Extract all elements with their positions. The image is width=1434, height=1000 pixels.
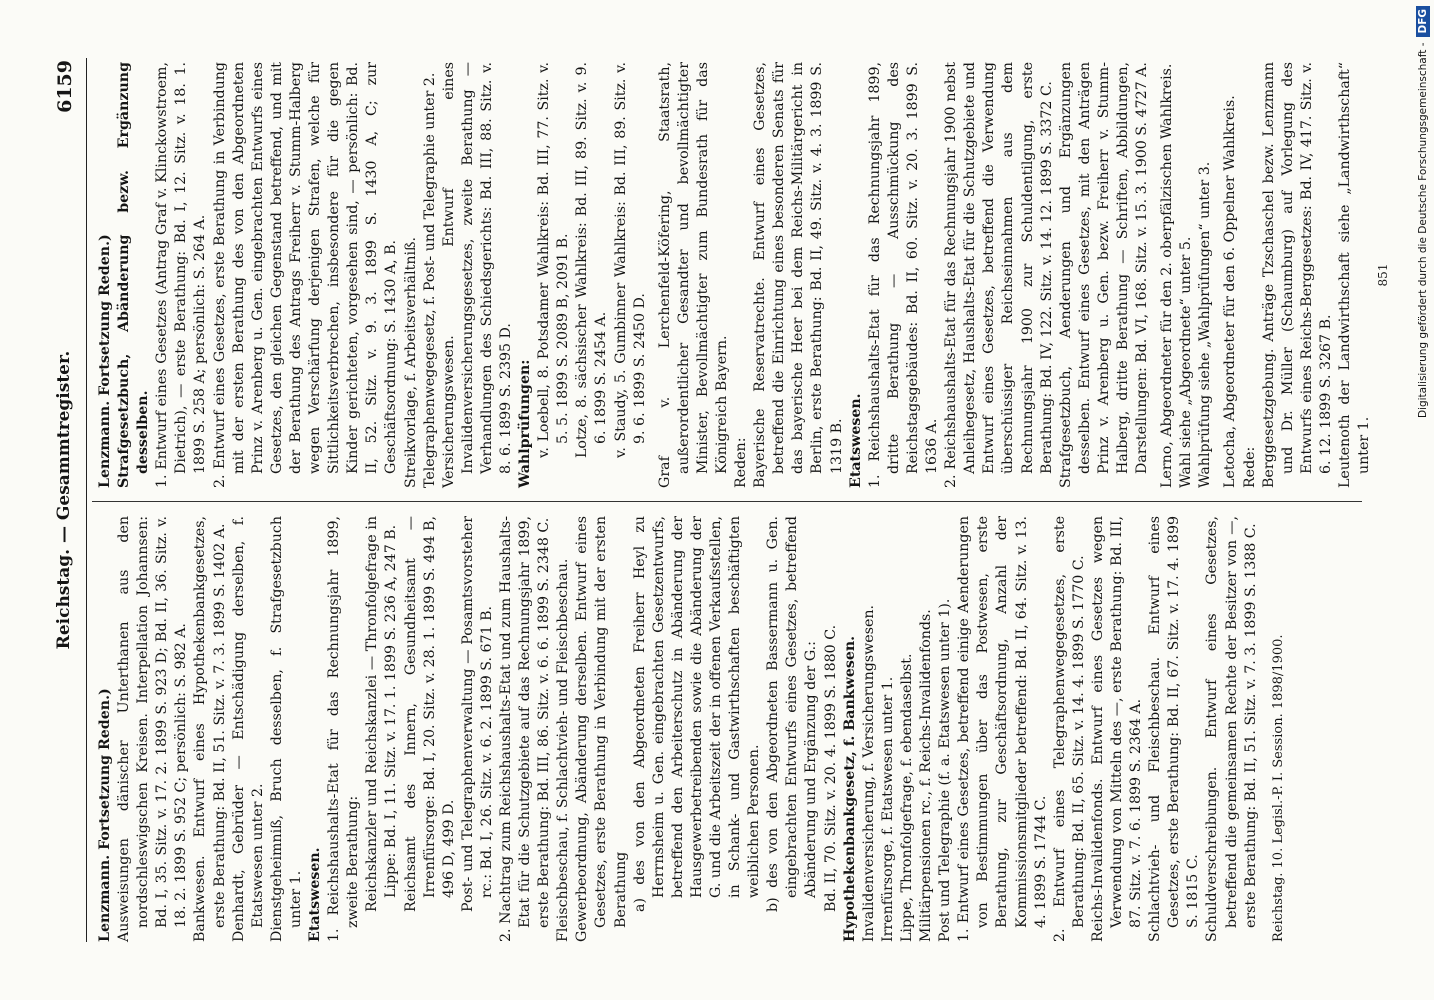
- index-entry: Etatswesen.: [307, 847, 324, 942]
- entry-heading: Lenzmann. Fortsetzung Reden.): [97, 234, 113, 488]
- rotated-page-content: [42, 40, 1391, 960]
- index-entry: 2. Entwurf eines Gesetzes, erste Berathung in Verbindung mit der ersten Berathung des von den Abgeordneten Prinz v. Arenberg u. Gen. eingebrachten Entwurfs eines Gesetzes, den gleichen Gegenstand betreffend, und mit der Berathung des Antrags Freiherr v. Stumm-Halberg wegen Verschärfung derjenigen Strafen, welche für Sittlichkeitsverbrechen, insbesondere für die gegen Kinder gerichteten, vorgesehen sind, — persönlich: Bd. II, 52. Sitz. v. 9. 3. 1899 S. 1430 A, C; zur Geschäftsordnung: S. 1430 A, B.: [211, 62, 400, 488]
- index-entry: Post- und Telegraphenverwaltung — Posamtsvorsteher rc.: Bd. I, 26. Sitz. v. 6. 2. 1899 S. 671 B.: [459, 516, 495, 912]
- running-head: [50, 60, 90, 940]
- index-entry: Ausweisungen dänischer Unterthanen aus den nordschleswigschen Kreisen. Interpellation Johannsen: Bd. I, 35. Sitz. v. 17. 2. 1899 S. 923 D; Bd. II, 36. Sitz. v. 18. 2. 1899 S. 952 C; persönlich: S. 982 A.: [116, 516, 190, 942]
- index-entry: 2. Reichshaushalts-Etat für das Rechnungsjahr 1900 nebst Anleihegesetz, Haushalts-Etat für die Schutzgebiete und Entwurf eines Gesetzes, betreffend die Verwendung überschüssiger Reichseinnahmen aus dem Rechnungsjahr 1900 zur Schuldentilgung, erste Berathung: Bd. IV, 122. Sitz. v. 14. 12. 1899 S. 3372 C.: [943, 62, 1055, 488]
- index-entry: 2. Entwurf eines Telegraphenwegegesetzes, erste Berathung: Bd. II, 65. Sitz. v. 14. 4. 1899 S. 1770 C.: [1051, 516, 1087, 942]
- index-entry: Wahlprüfungen:: [517, 359, 534, 488]
- entry-heading: Lenzmann. Fortsetzung Reden.): [97, 688, 113, 942]
- index-entry: a) des von den Abgeordneten Freiherr Heyl zu Herrnsheim u. Gen. eingebrachten Gesetzentwurfs, betreffend den Arbeiterschutz in Abänderung der Hausgewerbetreibenden sowie die Abänderung der G. und die Arbeitszeit der in offenen Verkaufsstellen, in Schank- und Gastwirthschaften beschäftigten weiblichen Personen.: [631, 516, 763, 912]
- index-entry: Strafgesetzbuch, Abänderung bezw. Ergänzung desselben.: [116, 62, 152, 488]
- index-entry: Reichskanzler und Reichskanzlei — Thronfolgefrage in Lippe: Bd. I, 11. Sitz. v. 17. 1. 1899 S. 236 A, 247 B.: [364, 516, 400, 912]
- index-entry: Reichsamt des Innern, Gesundheitsamt — Irrenfürsorge: Bd. I, 20. Sitz. v. 28. 1. 1899 S. 494 B, 496 D, 499 D.: [402, 516, 457, 912]
- index-entry: Invalidenversicherung, f. Versicherungswesen.: [860, 604, 877, 942]
- index-entry: Bd. II, 70. Sitz. v. 20. 4. 1899 S. 1880 C.: [822, 624, 839, 912]
- index-entry: Denhardt, Gebrüder — Entschädigung derselben, f. Etatswesen unter 2.: [230, 516, 266, 942]
- index-entry: Fleischbeschau, f. Schlachtvieh- und Fleischbeschau.: [555, 558, 572, 942]
- right-column: [96, 62, 1393, 488]
- index-entry: b) des von den Abgeordneten Bassermann u. Gen. eingebrachten Entwurfs eines Gesetzes, betreffend Abänderung und Ergänzung der G.:: [765, 516, 820, 912]
- index-entry: Reden:: [733, 437, 750, 488]
- index-entry: Lerno, Abgeordneter für den 2. oberpfälzischen Wahlkreis.: [1159, 63, 1176, 488]
- index-entry: Reichs-Invalidenfonds. Entwurf eines Gesetzes wegen Verwendung von Mitteln des —, erste Berathung: Bd. III, 87. Sitz. v. 7. 6. 1899 S. 2364 A.: [1089, 516, 1145, 942]
- index-entry: 1. Reichshaushalts-Etat für das Rechnungsjahr 1899, dritte Berathung — Ausschmückung des Reichstagsgebäudes: Bd. II, 60. Sitz. v. 20. 3. 1899 S. 1636 A.: [866, 62, 941, 488]
- index-entry: 1. Reichshaushalts-Etat für das Rechnungsjahr 1899, zweite Berathung:: [326, 516, 362, 942]
- index-entry: Rede:: [1241, 446, 1258, 488]
- index-entry: Wahlprüfung siehe „Wahlprüfungen“ unter 3.: [1197, 161, 1214, 488]
- index-entry: Lippe, Thronfolgefrage, f. ebendaselbst.: [898, 653, 915, 942]
- dfg-credit-strip: [1416, 6, 1430, 992]
- index-entry: Streikvorlage, f. Arbeitsverhältniß.: [402, 236, 419, 488]
- index-entry: Telegraphenwegegesetz, f. Post- und Telegraphie unter 2.: [421, 72, 438, 488]
- dfg-credit-label: Digitalisierung gefördert durch die Deutsche Forschungsgemeinschaft -: [1417, 42, 1429, 419]
- index-entry: 2. Nachtrag zum Reichshaushalts-Etat und zum Haushalts-Etat für die Schutzgebiete auf das Rechnungsjahr 1899, erste Berathung: Bd. III, 86. Sitz. v. 6. 6. 1899 S. 2348 C.: [497, 516, 553, 942]
- index-entry: v. Staudy, 5. Gumbinner Wahlkreis: Bd. III, 89. Sitz. v. 9. 6. 1899 S. 2450 D.: [612, 62, 648, 458]
- index-entry: v. Loebell, 8. Potsdamer Wahlkreis: Bd. III, 77. Sitz. v. 5. 5. 1899 S. 2089 B, 2091 B.: [536, 62, 572, 458]
- index-entry: Leutenoth der Landwirthschaft siehe „Landwirthschaft“ unter 1.: [1337, 62, 1373, 488]
- index-entry: Gewerbeordnung, Abänderung derselben. Entwurf eines Gesetzes, erste Berathung in Verbindung mit der ersten Berathung: [574, 516, 629, 942]
- index-entry: Schuldverschreibungen. Entwurf eines Gesetzes, betreffend die gemeinsamen Rechte der Besitzer von —, erste Berathung: Bd. II, 51. Sitz. v. 7. 3. 1899 S. 1388 C.: [1204, 516, 1259, 942]
- index-entry: Etatswesen.: [847, 393, 864, 488]
- index-entry: 1. Entwurf eines Gesetzes, betreffend einige Aenderungen von Bestimmungen über das Postwesen, erste Berathung, zur Geschäftsordnung, Anzahl der Kommissionsmitglieder betreffend: Bd. II, 64. Sitz. v. 13. 4. 1899 S. 1744 C.: [956, 516, 1049, 942]
- index-entry: 1. Entwurf eines Gesetzes (Antrag Graf v. Klinckowstroem, Dietrich), — erste Berathung: Bd. I, 12. Sitz. v. 18. 1. 1899 S. 258 A; persönlich: S. 264 A.: [154, 62, 209, 488]
- index-entry: Post und Telegraphie (f. a. Etatswesen unter 1).: [937, 598, 954, 942]
- index-entry: Bankwesen. Entwurf eines Hypothekenbankgesetzes, erste Berathung: Bd. II, 51. Sitz. v. 7. 3. 1899 S. 1402 A.: [192, 516, 228, 942]
- page-number: 6159: [54, 60, 76, 113]
- left-column: [96, 516, 1288, 942]
- head-rule: [86, 58, 87, 942]
- index-entry: Schlachtvieh- und Fleischbeschau. Entwurf eines Gesetzes, erste Berathung: Bd. II, 67. Sitz. v. 17. 4. 1899 S. 1815 C.: [1147, 516, 1202, 942]
- index-entry: Berggesetzgebung. Anträge Tzschaschel bezw. Lenzmann und Dr. Müller (Schaumburg) auf Vorlegung des Entwurfs eines Reichs-Berggesetzes: Bd. IV, 417. Sitz. v. 6. 12. 1899 S. 3267 B.: [1260, 62, 1334, 488]
- index-entry: Lotze, 8. sächsischer Wahlkreis: Bd. III, 89. Sitz. v. 9. 6. 1899 S. 2454 A.: [574, 62, 610, 458]
- index-entry: Hypothekenbankgesetz, f. Bankwesen.: [841, 635, 858, 942]
- index-entry: Wahl siehe „Abgeordnete“ unter 5.: [1178, 236, 1195, 488]
- index-entry: Militärpensionen rc., f. Reichs-Invalidenfonds.: [918, 609, 935, 942]
- dfg-credit-text: [1416, 6, 1430, 986]
- column-divider: [92, 501, 1362, 502]
- index-entry: Versicherungswesen. Entwurf eines Invalidenversicherungsgesetzes, zweite Berathung — Verhandlungen des Schiedsgerichts: Bd. III, 88. Sitz. v. 8. 6. 1899 S. 2395 D.: [440, 62, 514, 488]
- index-entry: Strafgesetzbuch, Aenderungen und Ergänzungen desselben. Entwurf eines Gesetzes, mit den Anträgen Prinz v. Arenberg u. Gen. bezw. Freiherr v. Stumm-Halberg, dritte Berathung — Schriften, Abbildungen, Darstellungen: Bd. VI, 168. Sitz. v. 15. 3. 1900 S. 4727 A.: [1057, 62, 1151, 488]
- index-entry: Dienstgeheimniß, Bruch desselben, f. Strafgesetzbuch unter 1.: [268, 516, 304, 942]
- signature-mark: 851: [1376, 263, 1391, 287]
- index-entry: Irrenfürsorge, f. Etatswesen unter 1.: [879, 676, 896, 942]
- dfg-logo: DFG: [1416, 6, 1430, 37]
- index-entry: Letocha, Abgeordneter für den 6. Oppelner Wahlkreis.: [1222, 95, 1239, 488]
- index-entry: Graf v. Lerchenfeld-Köfering, Staatsrath, außerordentlicher Gesandter und bevollmächtigter Minister, Bevollmächtigter zum Bundesrath für das Königreich Bayern.: [656, 62, 730, 488]
- index-entry: Bayerische Reservatrechte. Entwurf eines Gesetzes, betreffend die Einrichtung eines besonderen Senats für das bayerische Heer bei dem Reichs-Militärgericht in Berlin, erste Berathung: Bd. II, 49. Sitz. v. 4. 3. 1899 S. 1319 B.: [752, 62, 845, 488]
- running-head-title: Reichstag. — Gesammtregister.: [54, 350, 74, 650]
- footer-line: Reichstag. 10. Legisl.-P. I. Session. 1898/1900.: [1270, 634, 1286, 942]
